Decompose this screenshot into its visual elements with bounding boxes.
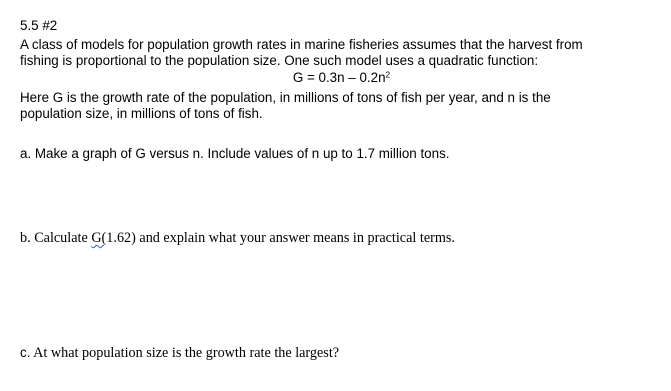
formula-exponent: 2 — [385, 69, 391, 80]
intro-line-1: A class of models for population growth rates in marine fisheries assumes that the harvest from — [20, 37, 583, 52]
question-b-suffix: 1.62) and explain what your answer means in practical terms. — [106, 230, 455, 246]
question-c — [20, 344, 339, 362]
intro-line-2: fishing is proportional to the population size. One such model uses a quadratic function: — [20, 53, 539, 68]
question-b-flagged-text: G( — [91, 230, 107, 246]
formula-text: G = 0.3n – 0.2n — [292, 70, 386, 85]
explanation-line-1: Here G is the growth rate of the population, in millions of tons of fish per year, and n is the — [20, 90, 551, 105]
question-b-prefix: b. Calculate — [20, 230, 92, 246]
formula — [0, 70, 671, 86]
question-c-text: At what population size is the growth rate the largest? — [30, 345, 340, 361]
explanation-line-2: population size, in millions of tons of fish. — [20, 106, 263, 121]
question-c-label: c. — [20, 345, 31, 360]
question-b — [20, 230, 455, 247]
question-a: a. Make a graph of G versus n. Include values of n up to 1.7 million tons. — [20, 146, 450, 161]
problem-number: 5.5 #2 — [20, 18, 58, 33]
